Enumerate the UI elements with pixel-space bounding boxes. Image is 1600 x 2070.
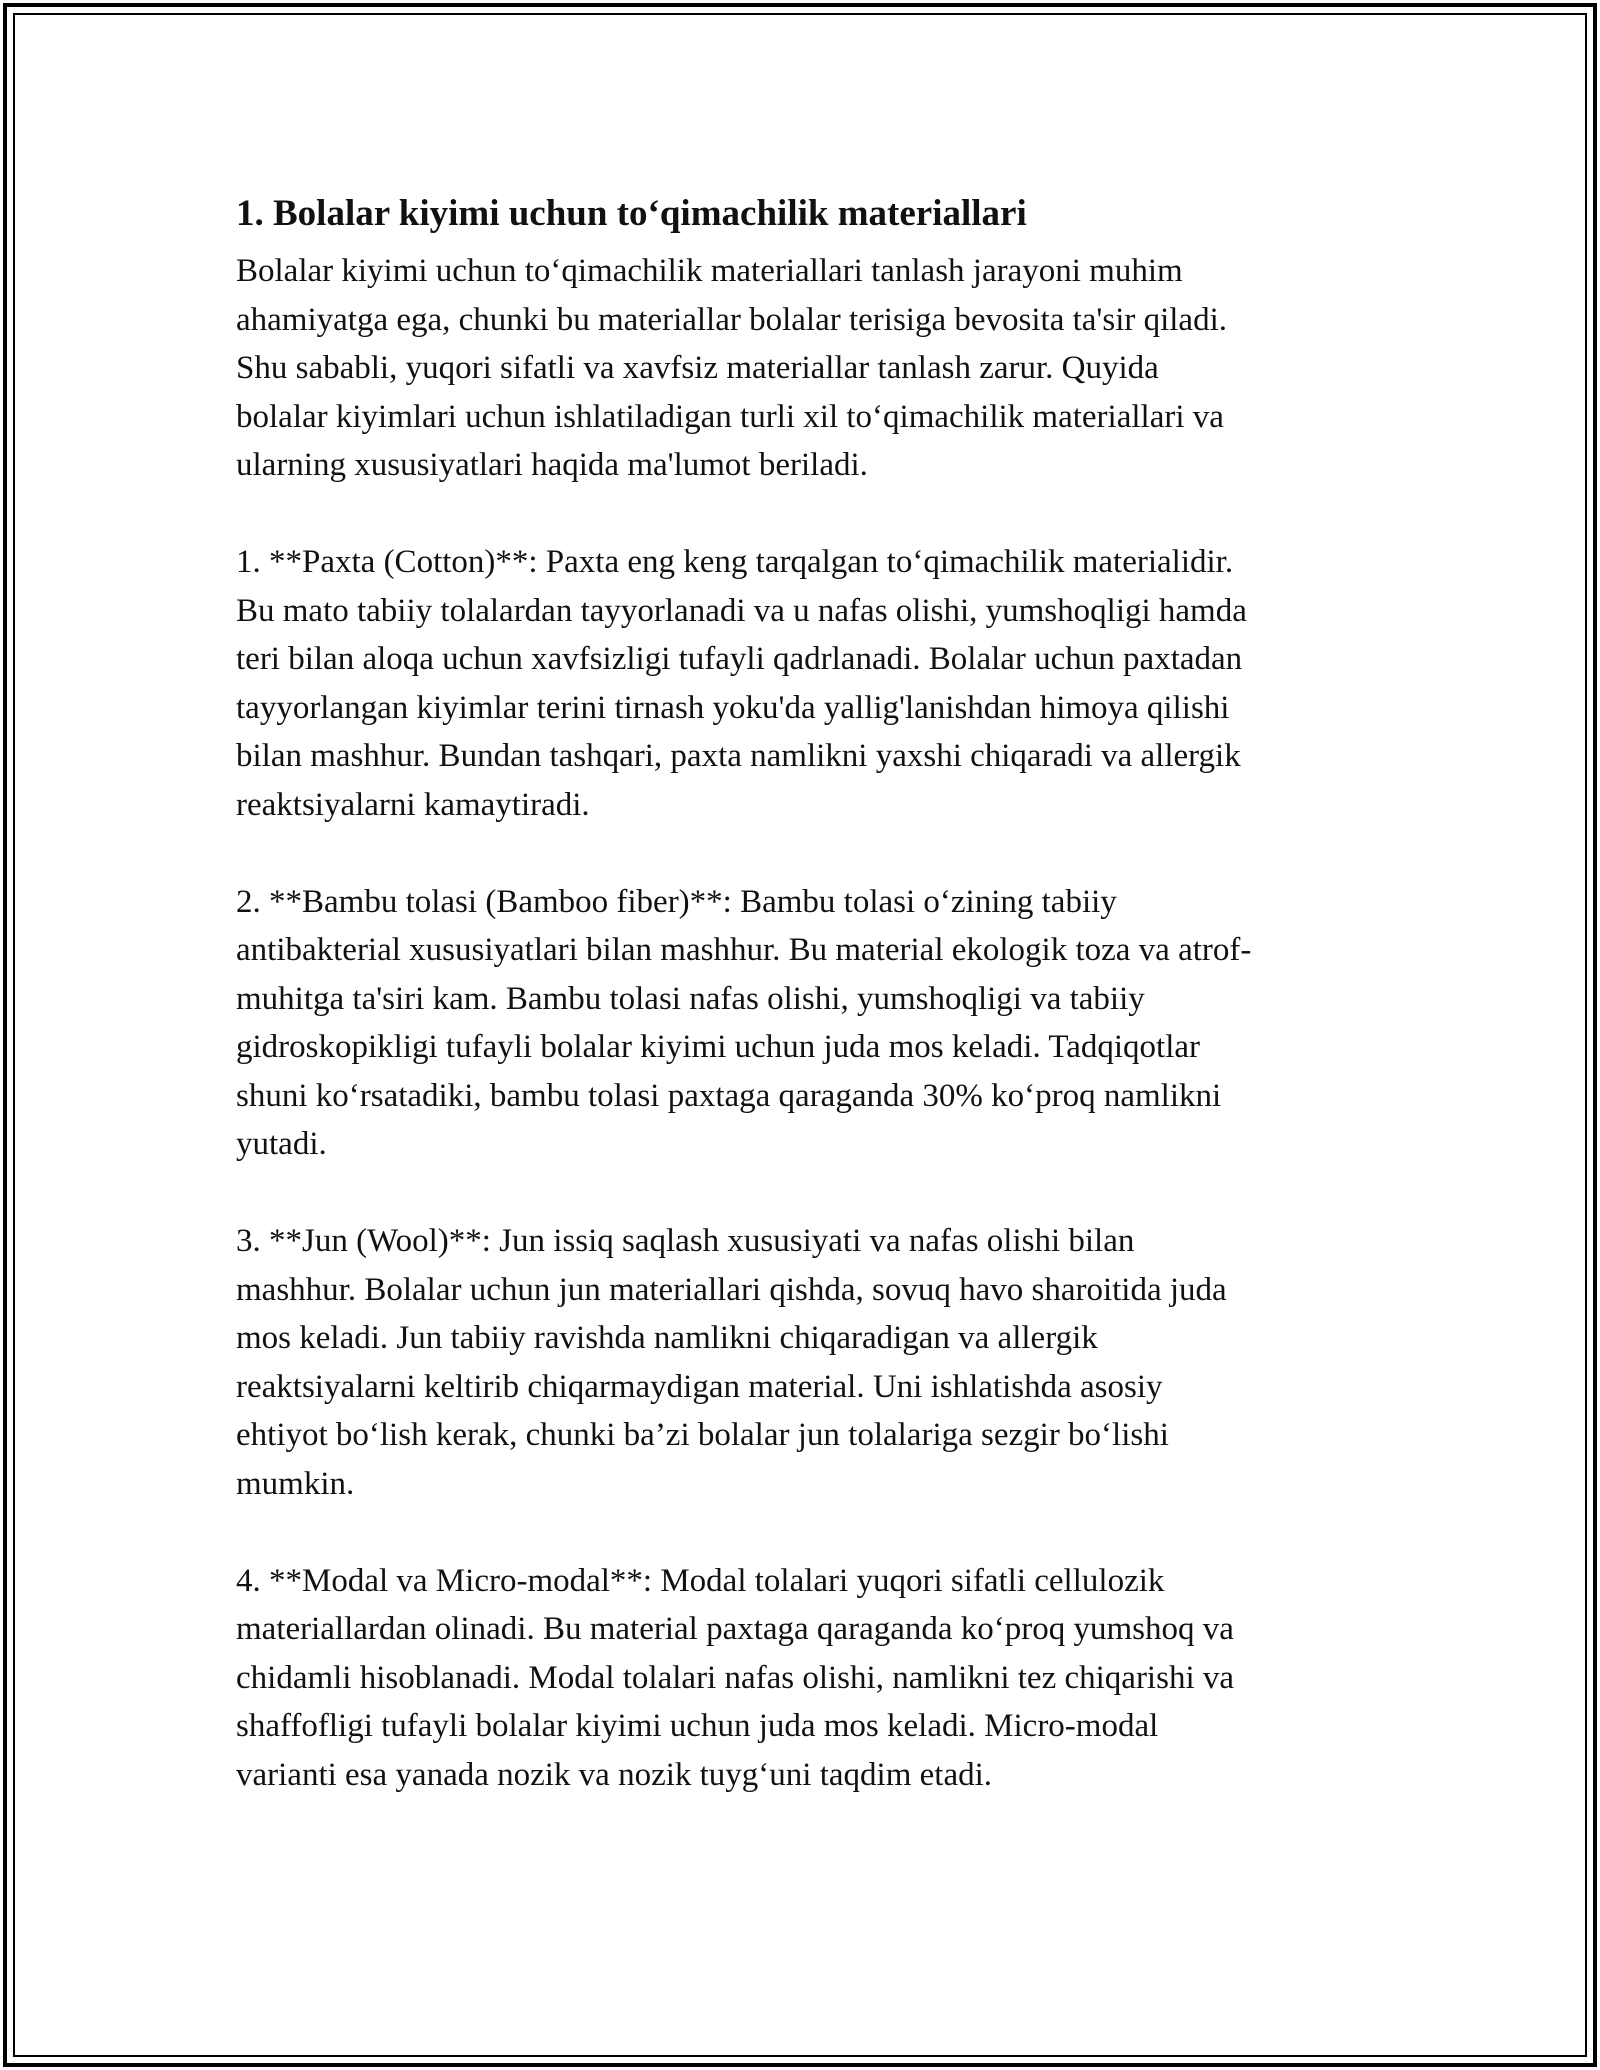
intro-paragraph bbox=[236, 247, 1386, 490]
text-line: yutadi. bbox=[236, 1126, 327, 1162]
text-line: ehtiyot bo‘lish kerak, chunki ba’zi bolalar jun tolalariga sezgir bo‘lishi bbox=[236, 1417, 1169, 1453]
text-line: 1. **Paxta (Cotton)**: Paxta eng keng tarqalgan to‘qimachilik materialidir. bbox=[236, 544, 1234, 580]
bamboo-paragraph bbox=[236, 878, 1386, 1169]
text-line: 2. **Bambu tolasi (Bamboo fiber)**: Bambu tolasi o‘zining tabiiy bbox=[236, 883, 1117, 920]
text-line: materiallardan olinadi. Bu material paxtaga qaraganda ko‘proq yumshoq va bbox=[236, 1611, 1234, 1647]
text-line: 3. **Jun (Wool)**: Jun issiq saqlash xususiyati va nafas olishi bilan bbox=[236, 1223, 1135, 1259]
text-line: ularning xususiyatlari haqida ma'lumot beriladi. bbox=[236, 447, 868, 483]
text-line: shuni ko‘rsatadiki, bambu tolasi paxtaga qaraganda 30% ko‘proq namlikni bbox=[236, 1077, 1222, 1114]
modal-paragraph bbox=[236, 1557, 1386, 1800]
text-line: teri bilan aloqa uchun xavfsizligi tufayli qadrlanadi. Bolalar uchun paxtadan bbox=[236, 641, 1243, 677]
document-body bbox=[236, 185, 1386, 1848]
text-line: mashhur. Bolalar uchun jun materiallari qishda, sovuq havo sharoitida juda bbox=[236, 1271, 1227, 1308]
text-line: mumkin. bbox=[236, 1465, 355, 1502]
text-line: Shu sababli, yuqori sifatli va xavfsiz materiallar tanlash zarur. Quyida bbox=[236, 350, 1159, 386]
wool-paragraph bbox=[236, 1217, 1386, 1508]
text-line: mos keladi. Jun tabiiy ravishda namlikni chiqaradigan va allergik bbox=[236, 1320, 1098, 1356]
text-line: muhitga ta'siri kam. Bambu tolasi nafas olishi, yumshoqligi va tabiiy bbox=[236, 980, 1145, 1017]
text-line: chidamli hisoblanadi. Modal tolalari nafas olishi, namlikni tez chiqarishi va bbox=[236, 1659, 1235, 1696]
text-line: gidroskopikligi tufayli bolalar kiyimi uchun juda mos keladi. Tadqiqotlar bbox=[236, 1029, 1201, 1065]
text-line: ahamiyatga ega, chunki bu materiallar bolalar terisiga bevosita ta'sir qiladi. bbox=[236, 301, 1227, 338]
text-line: shaffofligi tufayli bolalar kiyimi uchun juda mos keladi. Micro-modal bbox=[236, 1708, 1159, 1744]
text-line: bolalar kiyimlari uchun ishlatiladigan turli xil to‘qimachilik materiallari va bbox=[236, 398, 1224, 435]
text-line: Bu mato tabiiy tolalardan tayyorlanadi va u nafas olishi, yumshoqligi hamda bbox=[236, 592, 1247, 629]
text-line: reaktsiyalarni keltirib chiqarmaydigan material. Uni ishlatishda asosiy bbox=[236, 1368, 1163, 1405]
cotton-paragraph bbox=[236, 538, 1386, 829]
text-line: reaktsiyalarni kamaytiradi. bbox=[236, 786, 590, 823]
document-title: 1. Bolalar kiyimi uchun to‘qimachilik materiallari bbox=[236, 193, 1027, 234]
text-line: antibakterial xususiyatlari bilan mashhur. Bu material ekologik toza va atrof- bbox=[236, 932, 1252, 968]
text-line: varianti esa yanada nozik va nozik tuyg‘uni taqdim etadi. bbox=[236, 1756, 993, 1793]
text-line: tayyorlangan kiyimlar terini tirnash yoku'da yallig'lanishdan himoya qilishi bbox=[236, 689, 1230, 726]
text-line: bilan mashhur. Bundan tashqari, paxta namlikni yaxshi chiqaradi va allergik bbox=[236, 738, 1241, 774]
text-line: Bolalar kiyimi uchun to‘qimachilik materiallari tanlash jarayoni muhim bbox=[236, 253, 1183, 289]
text-line: 4. **Modal va Micro-modal**: Modal tolalari yuqori sifatli cellulozik bbox=[236, 1562, 1165, 1599]
